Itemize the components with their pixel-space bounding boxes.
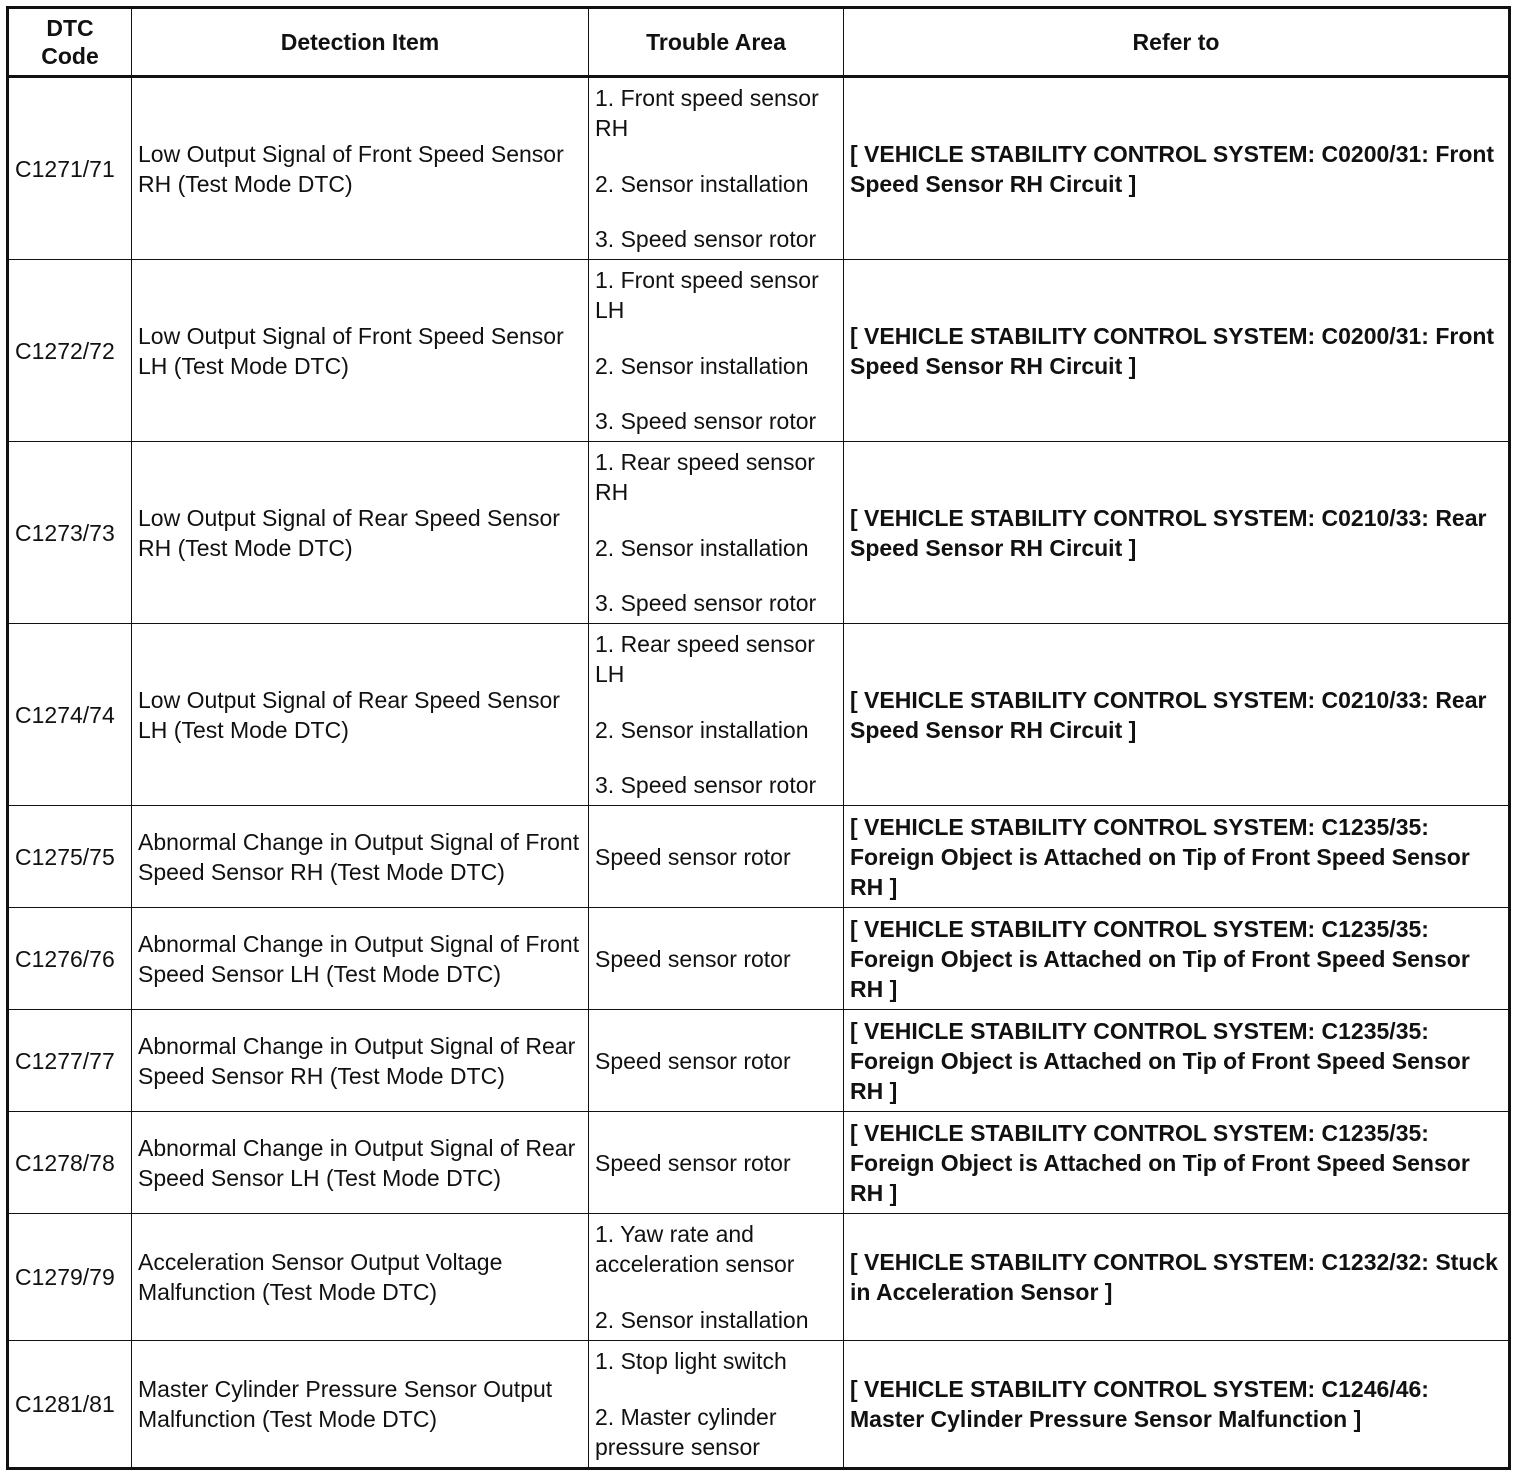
- dtc-code: C1275/75: [8, 806, 132, 908]
- table-row: [8, 806, 1510, 908]
- trouble-area-item: 2. Sensor installation: [595, 352, 809, 379]
- refer-to-link[interactable]: [ VEHICLE STABILITY CONTROL SYSTEM: C0200/31: Front Speed Sensor RH Circuit ]: [844, 260, 1510, 442]
- table-row: [8, 908, 1510, 1010]
- trouble-area-item: 1. Rear speed sensor RH: [595, 449, 815, 505]
- trouble-area-item: 1. Stop light switch: [595, 1348, 787, 1374]
- refer-to-link[interactable]: [ VEHICLE STABILITY CONTROL SYSTEM: C1232/32: Stuck in Acceleration Sensor ]: [844, 1214, 1510, 1341]
- trouble-area: Speed sensor rotor: [589, 908, 844, 1010]
- table-row: [8, 1341, 1510, 1469]
- trouble-area: Speed sensor rotor: [589, 806, 844, 908]
- trouble-area: [589, 77, 844, 260]
- dtc-code: C1281/81: [8, 1341, 132, 1469]
- trouble-area-item: 3. Speed sensor rotor: [595, 408, 817, 434]
- detection-item: Acceleration Sensor Output Voltage Malfunction (Test Mode DTC): [132, 1214, 589, 1341]
- header-refer-to: Refer to: [844, 8, 1510, 77]
- trouble-area: [589, 260, 844, 442]
- dtc-code: C1278/78: [8, 1112, 132, 1214]
- trouble-area-item: 1. Rear speed sensor LH: [595, 631, 815, 687]
- table-row: [8, 1112, 1510, 1214]
- detection-item: Low Output Signal of Front Speed Sensor LH (Test Mode DTC): [132, 260, 589, 442]
- table-row: [8, 1214, 1510, 1341]
- refer-to-link[interactable]: [ VEHICLE STABILITY CONTROL SYSTEM: C1246/46: Master Cylinder Pressure Sensor Malfunction ]: [844, 1341, 1510, 1469]
- detection-item: Abnormal Change in Output Signal of Rear Speed Sensor RH (Test Mode DTC): [132, 1010, 589, 1112]
- refer-to-link[interactable]: [ VEHICLE STABILITY CONTROL SYSTEM: C1235/35: Foreign Object is Attached on Tip of Front Speed Sensor RH ]: [844, 806, 1510, 908]
- header-detection-item: Detection Item: [132, 8, 589, 77]
- trouble-area-item: 2. Sensor installation: [595, 170, 809, 197]
- trouble-area-item: 1. Yaw rate and acceleration sensor: [595, 1221, 795, 1277]
- table-row: [8, 624, 1510, 806]
- dtc-code: C1273/73: [8, 442, 132, 624]
- header-dtc-code: DTC Code: [8, 8, 132, 77]
- table-row: [8, 77, 1510, 260]
- detection-item: Abnormal Change in Output Signal of Front Speed Sensor RH (Test Mode DTC): [132, 806, 589, 908]
- dtc-code: C1272/72: [8, 260, 132, 442]
- table-row: [8, 1010, 1510, 1112]
- trouble-area: [589, 442, 844, 624]
- refer-to-link[interactable]: [ VEHICLE STABILITY CONTROL SYSTEM: C1235/35: Foreign Object is Attached on Tip of Front Speed Sensor RH ]: [844, 908, 1510, 1010]
- dtc-table: [6, 6, 1511, 1470]
- refer-to-link[interactable]: [ VEHICLE STABILITY CONTROL SYSTEM: C0200/31: Front Speed Sensor RH Circuit ]: [844, 77, 1510, 260]
- trouble-area-item: 2. Master cylinder pressure sensor: [595, 1404, 777, 1460]
- trouble-area-item: 1. Front speed sensor LH: [595, 267, 819, 323]
- trouble-area: [589, 1341, 844, 1469]
- dtc-code: C1276/76: [8, 908, 132, 1010]
- header-row: [8, 8, 1510, 77]
- table-row: [8, 442, 1510, 624]
- trouble-area: [589, 624, 844, 806]
- trouble-area: [589, 1214, 844, 1341]
- refer-to-link[interactable]: [ VEHICLE STABILITY CONTROL SYSTEM: C0210/33: Rear Speed Sensor RH Circuit ]: [844, 624, 1510, 806]
- refer-to-link[interactable]: [ VEHICLE STABILITY CONTROL SYSTEM: C1235/35: Foreign Object is Attached on Tip of Front Speed Sensor RH ]: [844, 1112, 1510, 1214]
- trouble-area: Speed sensor rotor: [589, 1010, 844, 1112]
- table-row: [8, 260, 1510, 442]
- detection-item: Low Output Signal of Front Speed Sensor RH (Test Mode DTC): [132, 77, 589, 260]
- dtc-code: C1279/79: [8, 1214, 132, 1341]
- trouble-area-item: 3. Speed sensor rotor: [595, 772, 817, 798]
- trouble-area-item: 2. Sensor installation: [595, 1307, 809, 1333]
- dtc-code: C1274/74: [8, 624, 132, 806]
- detection-item: Abnormal Change in Output Signal of Rear Speed Sensor LH (Test Mode DTC): [132, 1112, 589, 1214]
- trouble-area-item: 3. Speed sensor rotor: [595, 590, 817, 616]
- trouble-area-item: 1. Front speed sensor RH: [595, 85, 819, 141]
- detection-item: Abnormal Change in Output Signal of Front Speed Sensor LH (Test Mode DTC): [132, 908, 589, 1010]
- trouble-area: Speed sensor rotor: [589, 1112, 844, 1214]
- refer-to-link[interactable]: [ VEHICLE STABILITY CONTROL SYSTEM: C1235/35: Foreign Object is Attached on Tip of Front Speed Sensor RH ]: [844, 1010, 1510, 1112]
- detection-item: Master Cylinder Pressure Sensor Output Malfunction (Test Mode DTC): [132, 1341, 589, 1469]
- header-trouble-area: Trouble Area: [589, 8, 844, 77]
- refer-to-link[interactable]: [ VEHICLE STABILITY CONTROL SYSTEM: C0210/33: Rear Speed Sensor RH Circuit ]: [844, 442, 1510, 624]
- detection-item: Low Output Signal of Rear Speed Sensor LH (Test Mode DTC): [132, 624, 589, 806]
- dtc-code: C1271/71: [8, 77, 132, 260]
- dtc-code: C1277/77: [8, 1010, 132, 1112]
- trouble-area-item: 2. Sensor installation: [595, 716, 809, 743]
- trouble-area-item: 3. Speed sensor rotor: [595, 226, 817, 252]
- trouble-area-item: 2. Sensor installation: [595, 534, 809, 561]
- detection-item: Low Output Signal of Rear Speed Sensor RH (Test Mode DTC): [132, 442, 589, 624]
